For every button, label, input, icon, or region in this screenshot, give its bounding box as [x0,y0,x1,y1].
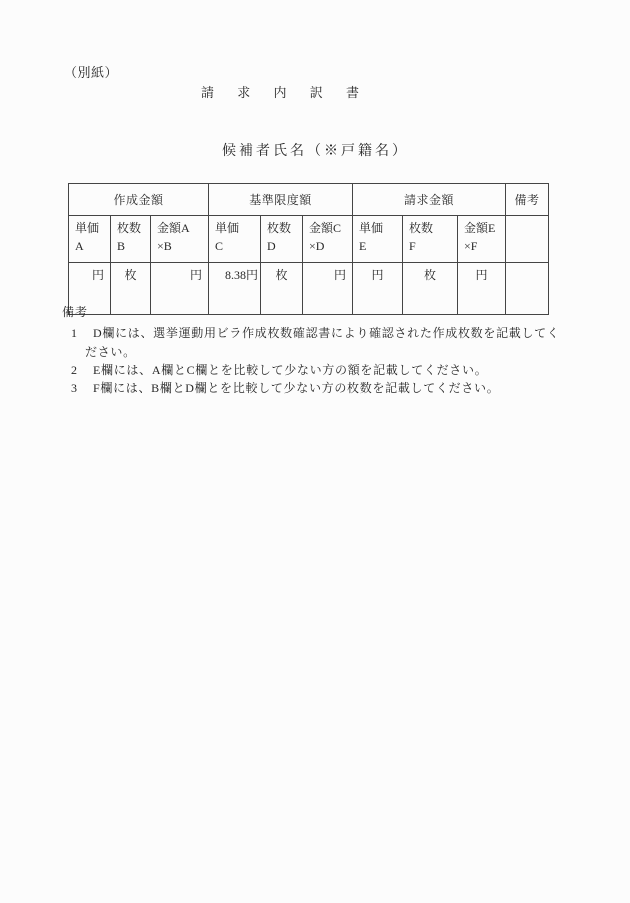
header-line: A [75,239,84,253]
header-line: C [215,239,224,253]
note-1-text-line-2: ださい。 [85,345,136,359]
header-line: 金額A [157,221,190,235]
breakdown-table [68,183,549,315]
header-line: F [409,239,416,253]
header-line: 単価 [359,221,384,235]
note-item-1-continuation [85,343,136,360]
note-2-text: E欄には、A欄とC欄とを比較して少ない方の額を記載してください。 [93,363,488,377]
cell-remarks [506,263,549,315]
note-3-text: F欄には、B欄とD欄とを比較して少ない方の枚数を記載してください。 [93,381,500,395]
cell-unit-price-e: 円 [353,263,403,315]
header-line: ×B [157,239,172,253]
attachment-note: （別紙） [64,65,119,80]
note-1-number: 1 [71,326,77,340]
header-line: B [117,239,126,253]
group-header-row [69,184,549,216]
group-header-claim-amount: 請求金額 [353,184,506,216]
cell-amount-e-x-f: 円 [458,263,506,315]
header-amount-e-x-f [458,216,506,263]
header-sheets-b [111,216,151,263]
group-header-remarks: 備考 [506,184,549,216]
notes-heading: 備考 [62,305,89,319]
header-sheets-d [261,216,303,263]
document-title: 請 求 内 訳 書 [201,85,370,100]
header-line: 単価 [75,221,100,235]
header-unit-price-a [69,216,111,263]
cell-amount-c-x-d: 円 [303,263,353,315]
note-2-number: 2 [71,363,77,377]
header-line: 枚数 [409,221,434,235]
cell-amount-a-x-b: 円 [151,263,209,315]
group-header-base-limit-amount: 基準限度額 [209,184,353,216]
group-header-created-amount: 作成金額 [69,184,209,216]
header-line: ×D [309,239,325,253]
header-line: ×F [464,239,478,253]
candidate-name-label: 候補者氏名（※戸籍名） [222,144,409,159]
note-3-number: 3 [71,381,77,395]
column-header-row [69,216,549,263]
note-item-1 [71,324,560,341]
header-unit-price-e [353,216,403,263]
cell-sheets-d: 枚 [261,263,303,315]
header-line: 枚数 [117,221,142,235]
header-line: 単価 [215,221,240,235]
header-line: D [267,239,276,253]
header-line: 枚数 [267,221,292,235]
value-row [69,263,549,315]
header-unit-price-c [209,216,261,263]
note-1-text-line-1: D欄には、選挙運動用ビラ作成枚数確認書により確認された作成枚数を記載してく [93,326,560,340]
header-line: 金額E [464,221,496,235]
header-line: E [359,239,367,253]
header-amount-a-x-b [151,216,209,263]
cell-sheets-f: 枚 [403,263,458,315]
note-item-2 [71,361,487,378]
note-item-3 [71,379,499,396]
cell-unit-price-c: 8.38円 [209,263,261,315]
header-line: 金額C [309,221,342,235]
header-amount-c-x-d [303,216,353,263]
header-sheets-f [403,216,458,263]
cell-unit-price-a: 円 [69,263,111,315]
cell-sheets-b: 枚 [111,263,151,315]
header-remarks-blank [506,216,549,263]
